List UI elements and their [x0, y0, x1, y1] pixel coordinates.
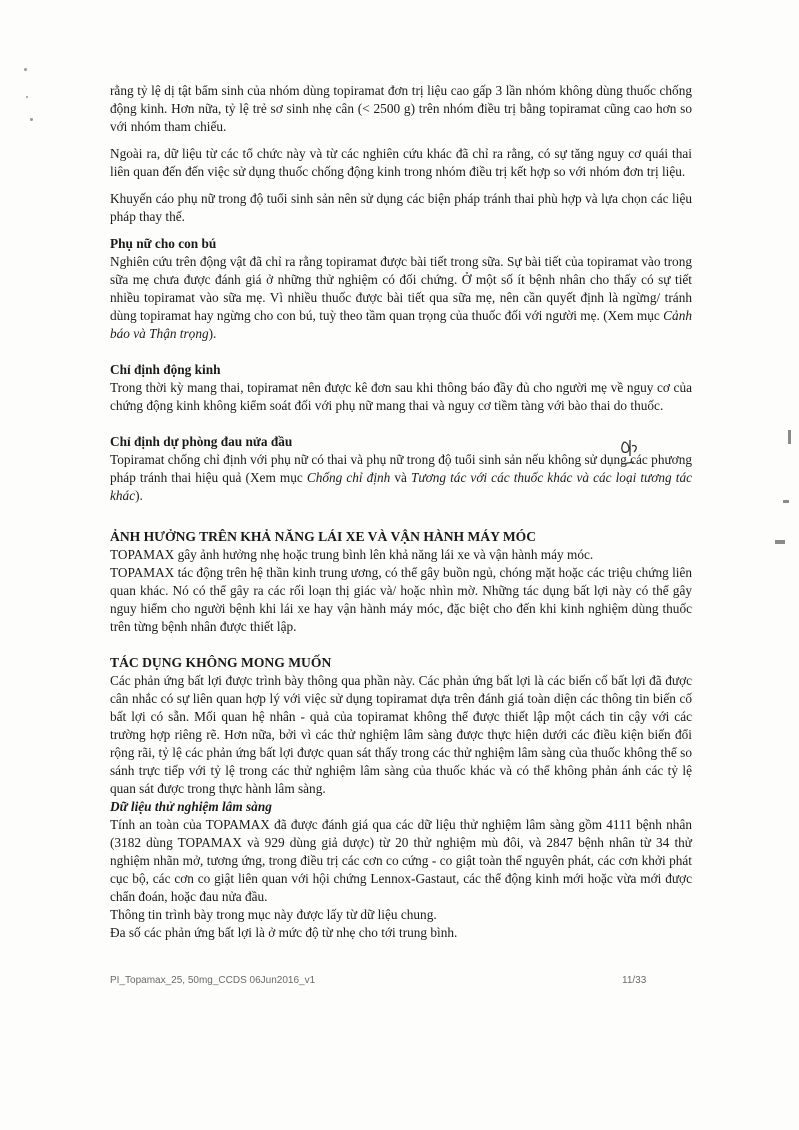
page-number: 11/33 [622, 975, 647, 986]
cross-reference: Tương tác với các thuốc khác và các loại tương tác khác [110, 470, 692, 503]
document-page [110, 82, 692, 942]
migraine-heading: Chỉ định dự phòng đau nửa đầu [110, 434, 293, 449]
driving-line-1: TOPAMAX gây ảnh hưởng nhẹ hoặc trung bình lên khả năng lái xe và vận hành máy móc. [110, 547, 594, 562]
adverse-body: Các phản ứng bất lợi được trình bày thông qua phần này. Các phản ứng bất lợi là các biến cố bất lợi đã được cân nhắc có sự liên quan hợp lý với việc sử dụng topiramat dựa trên đánh giá toàn diện các thông tin biến cố bất lợi có sẵn. Mối quan hệ nhân - quả của topiramat không thể được thiết lập một cách tin cậy với các trường hợp riêng rẽ. Hơn nữa, bởi vì các thử nghiệm lâm sàng được thực hiện dưới các điều kiện biến đổi rộng rãi, tỷ lệ các phản ứng bất lợi được quan sát thấy trong các thử nghiệm lâm sàng của thuốc không thể so sánh trực tiếp với tỷ lệ trong các thử nghiệm lâm sàng của thuốc khác và có thể không phản ánh các tỷ lệ quan sát được trong thực hành lâm sàng. [110, 673, 692, 796]
epilepsy-body: Trong thời kỳ mang thai, topiramat nên được kê đơn sau khi thông báo đầy đủ cho người mẹ về nguy cơ của chứng động kinh không kiểm soát đối với phụ nữ mang thai và nguy cơ tiềm tàng với bào thai do thuốc. [110, 380, 692, 413]
cross-reference: Cảnh báo và Thận trọng [110, 308, 692, 341]
clinical-trial-heading: Dữ liệu thử nghiệm lâm sàng [110, 799, 272, 814]
epilepsy-heading: Chỉ định động kinh [110, 362, 221, 377]
clinical-trial-line-3: Đa số các phản ứng bất lợi là ở mức độ từ nhẹ cho tới trung bình. [110, 925, 458, 940]
cross-reference: Chống chỉ định [306, 470, 391, 485]
pregnancy-para-2: Ngoài ra, dữ liệu từ các tổ chức này và từ các nghiên cứu khác đã chỉ ra rằng, có sự tăng nguy cơ quái thai liên quan đến đến việc sử dụng thuốc chống động kinh trong nhóm điều trị kết hợp so với nhóm đơn trị liệu. [110, 146, 692, 179]
scan-edge-mark [788, 430, 791, 444]
scan-speck [24, 68, 27, 71]
handwritten-initials [618, 438, 644, 472]
scan-edge-mark [783, 500, 789, 503]
clinical-trial-body: Tính an toàn của TOPAMAX đã được đánh giá qua các dữ liệu thử nghiệm lâm sàng gồm 4111 bệnh nhân (3182 dùng TOPAMAX và 929 dùng giả dược) từ 20 thử nghiệm mù đôi, và 2847 bệnh nhân từ 34 thử nghiệm nhãn mở, tương ứng, trong điều trị các cơn co cứng - co giật toàn thể nguyên phát, các cơn khởi phát cục bộ, các cơn co giật liên quan với hội chứng Lennox-Gastaut, các thể động kinh mới hoặc vừa mới được chẩn đoán, hoặc đau nửa đầu. [110, 817, 692, 904]
clinical-trial-line-2: Thông tin trình bày trong mục này được lấy từ dữ liệu chung. [110, 907, 437, 922]
migraine-body: Topiramat chống chỉ định với phụ nữ có thai và phụ nữ trong độ tuổi sinh sản nếu không sử dụng các phương pháp tránh thai hiệu quả (Xem mục Chống chỉ định và Tương tác với các thuốc khác và các loại tương tác khác). [110, 452, 692, 503]
breastfeeding-heading: Phụ nữ cho con bú [110, 236, 217, 251]
adverse-section-heading: TÁC DỤNG KHÔNG MONG MUỐN [110, 655, 332, 670]
pregnancy-para-3: Khuyến cáo phụ nữ trong độ tuổi sinh sản nên sử dụng các biện pháp tránh thai phù hợp và lựa chọn các liệu pháp thay thế. [110, 191, 692, 224]
scan-speck [30, 118, 33, 121]
driving-section-heading: ẢNH HƯỞNG TRÊN KHẢ NĂNG LÁI XE VÀ VẬN HÀNH MÁY MÓC [110, 529, 537, 544]
pregnancy-para-1: rằng tỷ lệ dị tật bẩm sinh của nhóm dùng topiramat đơn trị liệu cao gấp 3 lần nhóm không dùng thuốc chống động kinh. Hơn nữa, tỷ lệ trẻ sơ sinh nhẹ cân (< 2500 g) trên nhóm điều trị bằng topiramat cũng cao hơn so với nhóm tham chiếu. [110, 83, 692, 134]
driving-body: TOPAMAX tác động trên hệ thần kinh trung ương, có thể gây buồn ngủ, chóng mặt hoặc các triệu chứng liên quan khác. Nó có thể gây ra các rối loạn thị giác và/ hoặc nhìn mờ. Những tác dụng bất lợi này có thể gây nguy hiểm cho người bệnh khi lái xe hay vận hành máy móc, đặc biệt cho đến khi kinh nghiệm dùng thuốc trên từng bệnh nhân được thiết lập. [110, 565, 693, 634]
scan-speck [26, 96, 28, 98]
document-id: PI_Topamax_25, 50mg_CCDS 06Jun2016_v1 [110, 975, 316, 986]
breastfeeding-body: Nghiên cứu trên động vật đã chỉ ra rằng topiramat được bài tiết trong sữa. Sự bài tiết của topiramat vào trong sữa mẹ chưa được đánh giá ở những thử nghiệm có đối chứng. Ở một số ít bệnh nhân cho thấy có sự tiết nhiều topiramat vào sữa mẹ. Vì nhiều thuốc được bài tiết qua sữa mẹ, nên cần quyết định là ngừng/ tránh dùng topiramat hay ngừng cho con bú, tuỳ theo tầm quan trọng của thuốc đối với người mẹ. (Xem mục Cảnh báo và Thận trọng). [110, 254, 692, 341]
scan-edge-mark [775, 540, 785, 544]
